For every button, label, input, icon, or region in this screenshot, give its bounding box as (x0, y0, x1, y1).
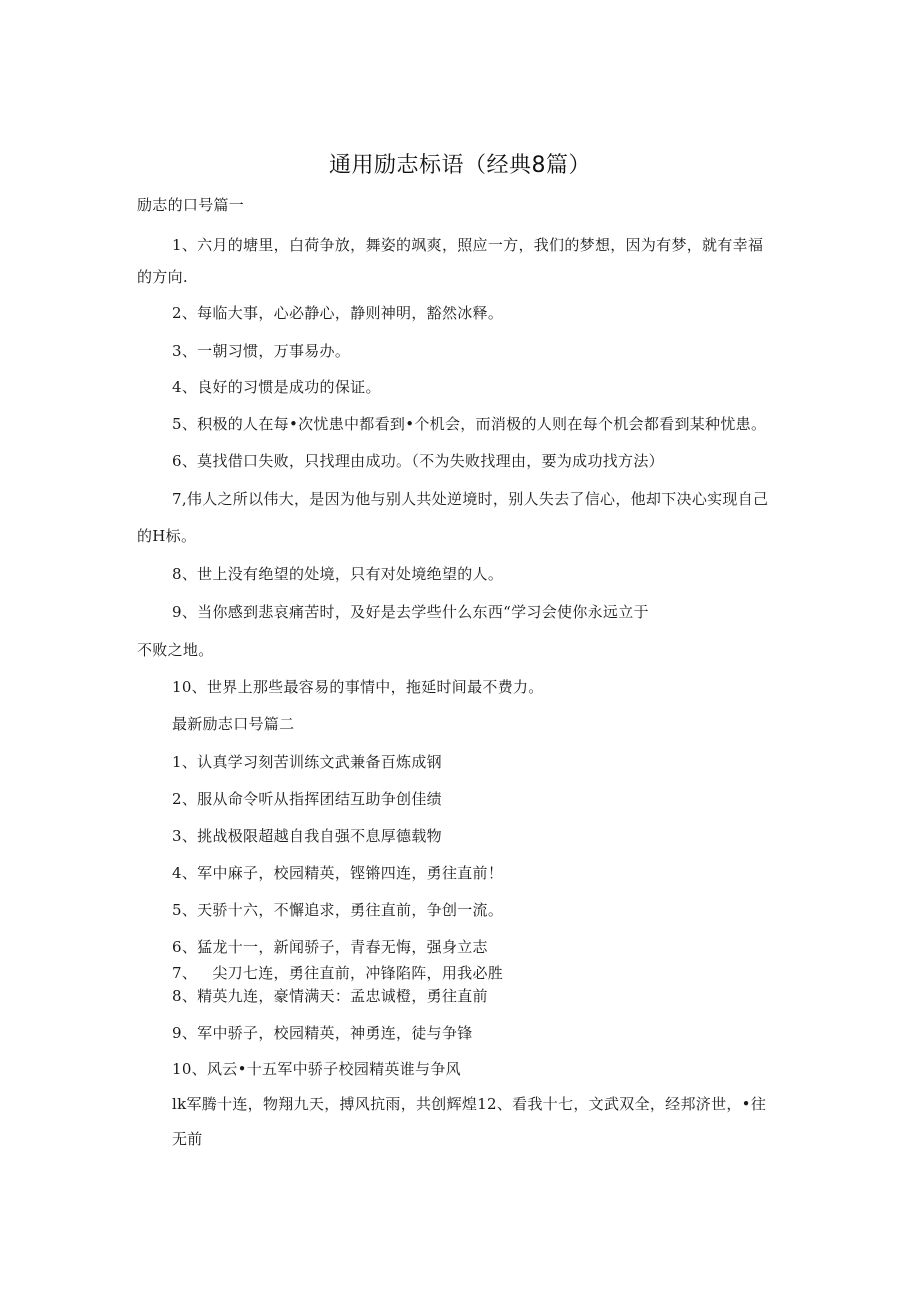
list-item: 8、精英九连，豪情满天：孟忠诚橙，勇往直前 (172, 987, 488, 1005)
list-item: 7,伟人之所以伟大，是因为他与别人共处逆境时，别人失去了信心，他却下决心实现自己 (172, 490, 769, 508)
list-item: 不败之地。 (137, 641, 214, 659)
list-item: 2、每临大事，心必静心，静则神明，豁然冰释。 (172, 304, 504, 322)
list-item: 的H标。 (137, 527, 197, 545)
list-item: 6、莫找借口失败，只找理由成功。（不为失败找理由，要为成功找方法） (172, 452, 664, 470)
list-item: lk军腾十连，物翔九天，搏风抗雨，共创辉煌12、看我十七，文武双全，经邦济世，•往 (172, 1095, 767, 1113)
list-item: 3、挑战极限超越自我自强不息厚德载物 (172, 827, 442, 845)
list-item: 8、世上没有绝望的处境，只有对处境绝望的人。 (172, 565, 504, 583)
list-item: 9、当你感到悲哀痛苦时，及好是去学些什么东西“学习会使你永远立于 (172, 603, 649, 621)
list-item: 3、一朝习惯，万事易办。 (172, 342, 351, 360)
list-item: 5、天骄十六，不懈追求，勇往直前，争创一流。 (172, 901, 504, 919)
section-heading: 最新励志口号篇二 (172, 715, 295, 733)
list-item: 5、积极的人在每•次忧患中都看到•个机会，而消极的人则在每个机会都看到某种忧患。 (172, 415, 767, 433)
list-item: 1、六月的塘里，白荷争放，舞姿的飒爽，照应一方，我们的梦想，因为有梦，就有幸福 (172, 236, 764, 254)
list-item: 的方向. (137, 268, 188, 286)
list-item: 6、猛龙十一，新闻骄子，青春无悔，强身立志 (172, 938, 488, 956)
list-item: 2、服从命令听从指挥团结互助争创佳绩 (172, 790, 442, 808)
list-item: 无前 (172, 1130, 203, 1148)
list-item: 10、风云•十五军中骄子校园精英谁与争风 (172, 1060, 461, 1078)
list-item: 1、认真学习刻苦训练文武兼备百炼成钢 (172, 753, 442, 771)
list-item: 10、世界上那些最容易的事情中，拖延时间最不费力。 (172, 678, 544, 696)
list-item: 4、军中麻子，校园精英，铿锵四连，勇往直前！ (172, 864, 504, 882)
document-title: 通用励志标语（经典8篇） (329, 153, 591, 178)
list-item: 9、军中骄子，校园精英，神勇连，徒与争锋 (172, 1024, 473, 1042)
list-item: 7、 尖刀七连，勇往直前，冲锋陷阵，用我必胜 (172, 964, 504, 982)
section-heading: 励志的口号篇一 (137, 196, 245, 214)
list-item: 4、良好的习惯是成功的保证。 (172, 378, 381, 396)
